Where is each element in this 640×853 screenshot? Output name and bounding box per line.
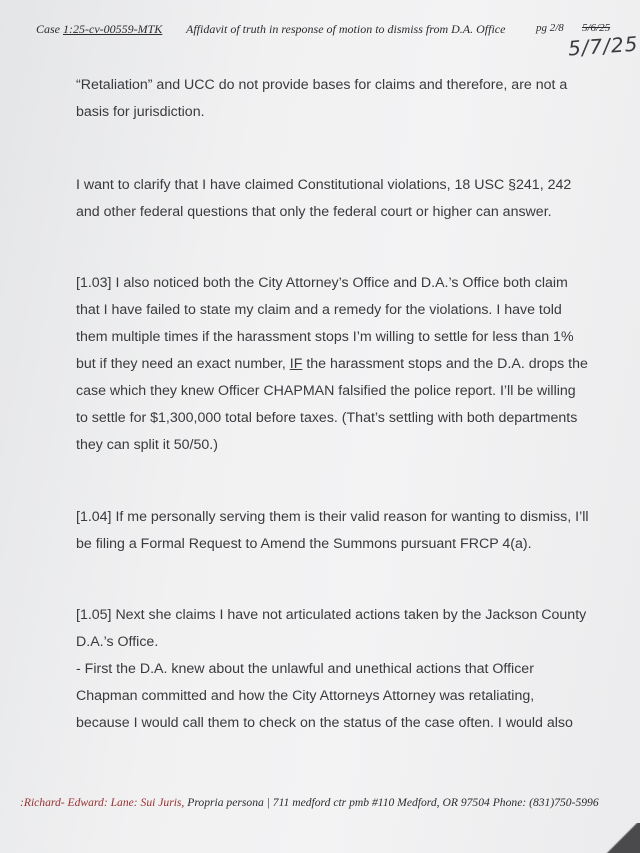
text-line: to settle for $1,300,000 total before taxes. (That’s settling with both departments	[76, 410, 578, 426]
text-line: be filing a Formal Request to Amend the Summons pursuant FRCP 4(a).	[76, 536, 532, 552]
text-line: them multiple times if the harassment stops I’m willing to settle for less than 1%	[76, 329, 574, 345]
text-line: - First the D.A. knew about the unlawful and unethical actions that Officer	[76, 661, 534, 677]
paragraph-constitutional-claims	[76, 172, 596, 226]
text-line: I want to clarify that I have claimed Constitutional violations, 18 USC §241, 242	[76, 177, 572, 193]
text-line: basis for jurisdiction.	[76, 104, 205, 120]
case-number: Case 1:25-cv-00559-MTK	[36, 22, 163, 36]
underlined-if: IF	[289, 356, 303, 372]
text-line: but if they need an exact number, IF the harassment stops and the D.A. drops the	[76, 356, 588, 372]
page-number: pg 2/8	[536, 22, 564, 34]
paragraph-1-04	[76, 504, 596, 558]
text-line: “Retaliation” and UCC do not provide bases for claims and therefore, are not a	[76, 77, 568, 93]
paragraph-1-03	[76, 270, 596, 459]
text-line: Chapman committed and how the City Attorneys Attorney was retaliating,	[76, 688, 535, 704]
paragraph-retaliation	[76, 72, 596, 126]
text-line: [1.03] I also noticed both the City Attorney’s Office and D.A.’s Office both claim	[76, 275, 568, 291]
text-line: [1.05] Next she claims I have not articulated actions taken by the Jackson County	[76, 607, 587, 623]
author-name: :Richard- Edward: Lane: Sui Juris,	[20, 796, 185, 809]
paragraph-1-05	[76, 602, 596, 737]
text-line: and other federal questions that only the federal court or higher can answer.	[76, 204, 552, 220]
text-line: D.A.’s Office.	[76, 634, 159, 650]
text-line: because I would call them to check on the status of the case often. I would also	[76, 715, 573, 731]
author-role: Propria persona	[184, 796, 264, 809]
text-line: that I have failed to state my claim and a remedy for the violations. I have told	[76, 302, 562, 318]
document-title: Affidavit of truth in response of motion to dismiss from D.A. Office	[186, 22, 506, 36]
handwritten-date: 5/7/25	[567, 31, 640, 61]
page-corner	[604, 823, 640, 853]
page-header	[36, 22, 640, 61]
text-line: [1.04] If me personally serving them is their valid reason for wanting to dismiss, I’ll	[76, 509, 589, 525]
author-contact: | 711 medford ctr pmb #110 Medford, OR 97504 Phone: (831)750-5996	[263, 796, 599, 809]
text-line: case which they knew Officer CHAPMAN falsified the police report. I’ll be willing	[76, 383, 576, 399]
text-line: they can split it 50/50.)	[76, 437, 218, 453]
struck-date: 5/6/25	[582, 22, 611, 34]
page-footer	[20, 796, 640, 809]
